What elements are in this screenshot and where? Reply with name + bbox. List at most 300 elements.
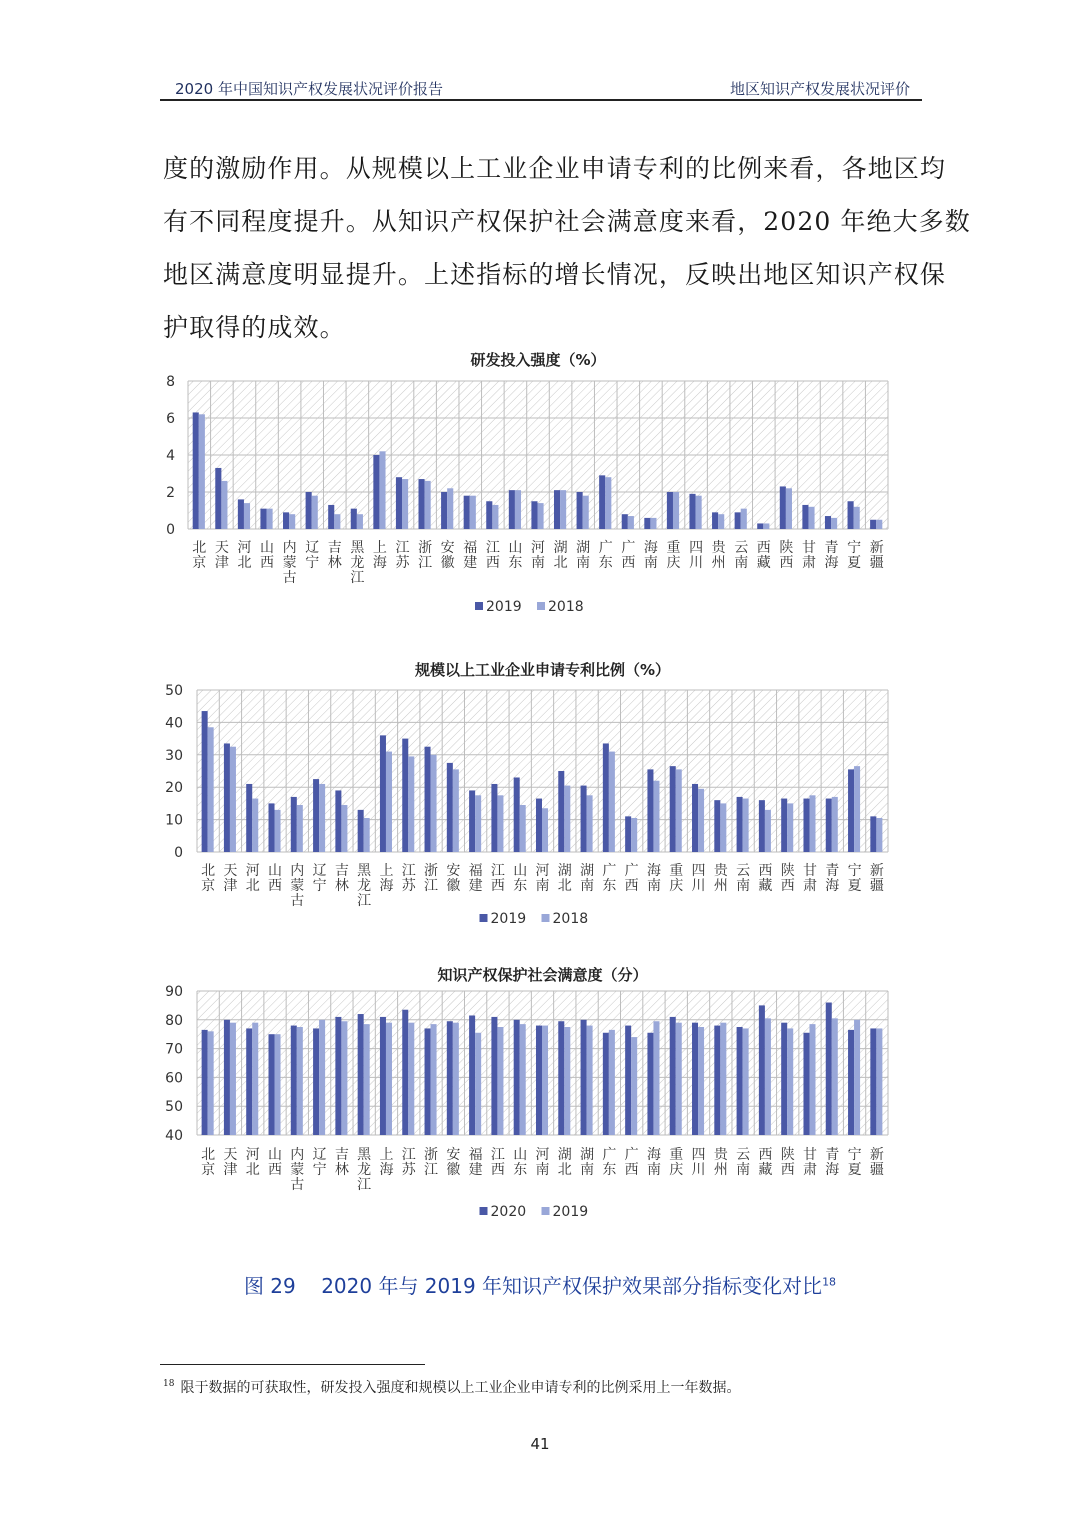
y-tick-label: 30 bbox=[165, 747, 183, 764]
bar-2019 bbox=[714, 800, 720, 852]
bar-2020 bbox=[714, 1026, 720, 1135]
category-char: 山 bbox=[513, 1147, 528, 1163]
category-label bbox=[602, 1147, 616, 1178]
category-label bbox=[350, 540, 365, 586]
bar-2019 bbox=[364, 1024, 370, 1135]
category-char: 蒙 bbox=[290, 1162, 305, 1178]
bar-2019 bbox=[832, 1018, 838, 1135]
bar-2019 bbox=[464, 496, 470, 529]
category-char: 广 bbox=[624, 863, 639, 879]
category-char: 湖 bbox=[576, 540, 591, 556]
category-char: 云 bbox=[736, 863, 751, 879]
category-char: 北 bbox=[245, 878, 260, 894]
category-char: 夏 bbox=[847, 878, 862, 894]
category-label bbox=[692, 1147, 706, 1178]
bar-2019 bbox=[676, 1023, 682, 1135]
y-tick-label: 0 bbox=[166, 522, 175, 538]
chart-title: 规模以上工业企业申请专利比例（%） bbox=[414, 661, 671, 679]
bar-2019 bbox=[306, 492, 312, 529]
bar-2018 bbox=[831, 518, 837, 529]
bar-2018 bbox=[583, 496, 589, 529]
bar-2019 bbox=[408, 1023, 414, 1135]
category-label bbox=[825, 539, 839, 571]
category-char: 江 bbox=[350, 570, 365, 586]
bar-2019 bbox=[870, 816, 876, 852]
y-tick-label: 70 bbox=[165, 1041, 183, 1058]
category-char: 西 bbox=[780, 878, 795, 894]
footnote bbox=[163, 1377, 740, 1397]
bar-2018 bbox=[673, 492, 679, 529]
category-label bbox=[669, 863, 683, 894]
category-label bbox=[260, 540, 274, 571]
category-char: 建 bbox=[468, 1162, 483, 1178]
category-label bbox=[441, 540, 455, 571]
bar-2018 bbox=[808, 507, 814, 529]
category-char: 南 bbox=[643, 555, 658, 571]
category-label bbox=[781, 862, 795, 894]
bar-2019 bbox=[876, 1028, 882, 1135]
bar-2018 bbox=[319, 784, 325, 852]
category-char: 南 bbox=[531, 555, 545, 571]
bar-2020 bbox=[692, 1023, 698, 1135]
category-char: 徽 bbox=[446, 1162, 461, 1178]
category-char: 南 bbox=[535, 1162, 550, 1178]
category-char: 江 bbox=[357, 893, 372, 909]
category-label bbox=[357, 863, 372, 909]
category-char: 藏 bbox=[758, 878, 773, 894]
category-char: 南 bbox=[580, 1162, 595, 1178]
category-label bbox=[580, 863, 594, 894]
category-label bbox=[536, 863, 550, 894]
category-char: 西 bbox=[268, 878, 283, 894]
category-char: 北 bbox=[557, 1162, 572, 1178]
category-char: 南 bbox=[646, 1162, 661, 1178]
bar-2018 bbox=[199, 414, 205, 529]
category-label bbox=[621, 540, 635, 571]
category-label bbox=[625, 863, 639, 894]
body-line: 地区满意度明显提升。上述指标的增长情况，反映出地区知识产权保 bbox=[163, 260, 947, 289]
bar-2020 bbox=[737, 1027, 743, 1135]
bar-2018 bbox=[289, 514, 295, 529]
category-label bbox=[486, 540, 500, 571]
category-char: 疆 bbox=[869, 878, 884, 894]
bar-2019 bbox=[268, 803, 274, 852]
bar-2019 bbox=[599, 475, 605, 529]
category-char: 广 bbox=[602, 1147, 617, 1163]
bar-2020 bbox=[870, 1028, 876, 1135]
category-char: 贵 bbox=[711, 540, 726, 556]
category-char: 州 bbox=[713, 878, 728, 894]
bar-2020 bbox=[202, 1030, 208, 1135]
category-char: 东 bbox=[513, 1162, 528, 1178]
bar-2019 bbox=[373, 455, 379, 529]
category-label bbox=[602, 863, 616, 894]
category-char: 龙 bbox=[350, 555, 365, 571]
category-char: 福 bbox=[463, 540, 478, 556]
bar-2019 bbox=[622, 514, 628, 529]
category-label bbox=[736, 1147, 750, 1178]
category-char: 安 bbox=[446, 863, 461, 879]
category-char: 上 bbox=[379, 863, 394, 879]
bar-2019 bbox=[453, 1023, 459, 1135]
bar-2019 bbox=[670, 766, 676, 852]
category-char: 河 bbox=[245, 863, 260, 879]
category-char: 海 bbox=[379, 1162, 394, 1178]
category-char: 辽 bbox=[312, 1147, 327, 1163]
category-label bbox=[379, 863, 393, 894]
category-label bbox=[402, 1147, 417, 1178]
figure-title: 2020 年与 2019 年知识产权保护效果部分指标变化对比 bbox=[321, 1274, 823, 1298]
bar-2018 bbox=[402, 479, 408, 529]
category-label bbox=[669, 1147, 683, 1178]
bar-2019 bbox=[386, 1023, 392, 1135]
bar-2019 bbox=[653, 1021, 659, 1135]
bar-2020 bbox=[536, 1026, 542, 1135]
bar-2019 bbox=[558, 771, 564, 852]
bar-2018 bbox=[379, 451, 385, 529]
category-label bbox=[246, 863, 260, 894]
category-label bbox=[758, 1147, 772, 1178]
bar-2019 bbox=[631, 1037, 637, 1135]
category-label bbox=[647, 863, 661, 894]
category-char: 江 bbox=[490, 1147, 505, 1163]
category-char: 龙 bbox=[357, 1162, 372, 1178]
bar-2019 bbox=[313, 779, 319, 852]
category-char: 古 bbox=[290, 1177, 305, 1193]
category-char: 天 bbox=[223, 1147, 238, 1163]
category-label bbox=[779, 539, 793, 571]
category-char: 林 bbox=[327, 555, 342, 571]
category-char: 西 bbox=[624, 1162, 639, 1178]
category-label bbox=[599, 540, 613, 571]
category-char: 徽 bbox=[440, 555, 455, 571]
bar-2019 bbox=[246, 784, 252, 852]
bar-2020 bbox=[803, 1033, 809, 1135]
category-label bbox=[870, 863, 884, 894]
category-char: 江 bbox=[395, 540, 410, 556]
bar-2019 bbox=[335, 790, 341, 852]
legend-swatch bbox=[537, 602, 545, 610]
bar-2019 bbox=[765, 1018, 771, 1135]
bar-2018 bbox=[520, 805, 526, 852]
bar-2018 bbox=[720, 803, 726, 852]
category-char: 西 bbox=[779, 555, 794, 571]
bar-2019 bbox=[854, 1020, 860, 1135]
footnote-mark: 18 bbox=[163, 1379, 175, 1390]
category-char: 山 bbox=[268, 1147, 283, 1163]
bar-2019 bbox=[208, 1031, 214, 1135]
category-label bbox=[508, 540, 522, 571]
bar-2018 bbox=[267, 509, 273, 529]
category-char: 广 bbox=[621, 540, 636, 556]
category-char: 河 bbox=[245, 1147, 260, 1163]
bar-2019 bbox=[603, 743, 609, 852]
category-char: 湖 bbox=[557, 863, 572, 879]
bar-2020 bbox=[224, 1020, 230, 1135]
category-char: 南 bbox=[580, 878, 595, 894]
category-char: 甘 bbox=[802, 1147, 817, 1163]
bar-2018 bbox=[560, 490, 566, 529]
category-char: 青 bbox=[825, 863, 840, 879]
category-char: 山 bbox=[268, 863, 283, 879]
bar-2018 bbox=[497, 795, 503, 852]
category-char: 四 bbox=[691, 1147, 706, 1163]
category-char: 天 bbox=[214, 540, 229, 556]
bar-2018 bbox=[453, 769, 459, 852]
category-label bbox=[666, 540, 680, 571]
category-char: 浙 bbox=[424, 863, 439, 879]
category-label bbox=[714, 1146, 729, 1178]
category-char: 陕 bbox=[779, 540, 794, 556]
category-char: 东 bbox=[602, 878, 617, 894]
category-label bbox=[402, 863, 417, 894]
bar-2019 bbox=[809, 1024, 815, 1135]
category-char: 江 bbox=[357, 1177, 372, 1193]
bar-2019 bbox=[497, 1027, 503, 1135]
category-label bbox=[625, 1147, 639, 1178]
bar-2020 bbox=[603, 1033, 609, 1135]
category-label bbox=[424, 1146, 438, 1178]
category-label bbox=[513, 1147, 527, 1178]
category-char: 吉 bbox=[334, 1147, 349, 1163]
category-label bbox=[246, 1147, 260, 1178]
category-label bbox=[692, 863, 706, 894]
category-label bbox=[201, 1147, 215, 1178]
bar-2019 bbox=[581, 786, 587, 852]
category-char: 建 bbox=[463, 555, 478, 571]
bar-2019 bbox=[644, 518, 650, 529]
category-char: 海 bbox=[825, 878, 840, 894]
category-char: 河 bbox=[535, 863, 550, 879]
category-label bbox=[446, 863, 460, 894]
category-char: 北 bbox=[237, 555, 252, 571]
category-label bbox=[558, 1147, 572, 1178]
y-tick-label: 50 bbox=[165, 1099, 183, 1116]
category-label bbox=[513, 863, 527, 894]
bar-2019 bbox=[554, 490, 560, 529]
category-char: 南 bbox=[736, 1162, 751, 1178]
bar-2018 bbox=[696, 496, 702, 529]
bar-2020 bbox=[358, 1014, 364, 1135]
bar-2018 bbox=[230, 747, 236, 852]
category-label bbox=[469, 1147, 483, 1178]
category-label bbox=[580, 1147, 594, 1178]
bar-2019 bbox=[825, 516, 831, 529]
category-char: 浙 bbox=[424, 1147, 439, 1163]
y-tick-label: 8 bbox=[166, 374, 175, 390]
category-label bbox=[290, 862, 304, 909]
bar-2018 bbox=[425, 481, 431, 529]
category-label bbox=[463, 540, 477, 571]
category-char: 宁 bbox=[312, 1162, 327, 1178]
category-label bbox=[848, 863, 862, 894]
category-char: 京 bbox=[192, 555, 207, 571]
bar-2019 bbox=[720, 1023, 726, 1135]
category-char: 河 bbox=[237, 540, 252, 556]
bar-2018 bbox=[628, 516, 634, 529]
category-char: 广 bbox=[598, 540, 613, 556]
category-char: 海 bbox=[825, 1162, 840, 1178]
category-char: 州 bbox=[713, 1162, 728, 1178]
bar-2018 bbox=[470, 496, 476, 529]
category-char: 吉 bbox=[327, 540, 342, 556]
category-char: 庆 bbox=[666, 555, 681, 571]
chart-title: 研发投入强度（%） bbox=[470, 351, 606, 369]
bar-2018 bbox=[743, 799, 749, 852]
category-char: 浙 bbox=[418, 540, 433, 556]
category-char: 宁 bbox=[847, 540, 862, 556]
category-char: 西 bbox=[758, 1147, 773, 1163]
y-tick-label: 40 bbox=[165, 715, 183, 732]
category-char: 江 bbox=[424, 878, 439, 894]
bar-2019 bbox=[230, 1023, 236, 1135]
bar-2019 bbox=[509, 490, 515, 529]
category-label bbox=[223, 863, 237, 894]
category-char: 疆 bbox=[869, 555, 884, 571]
category-char: 海 bbox=[824, 555, 839, 571]
category-char: 南 bbox=[734, 555, 749, 571]
legend-label: 2020 bbox=[490, 1204, 527, 1220]
category-char: 西 bbox=[624, 878, 639, 894]
bar-2020 bbox=[670, 1017, 676, 1135]
category-char: 建 bbox=[468, 878, 483, 894]
bar-2019 bbox=[826, 799, 832, 852]
category-char: 河 bbox=[531, 540, 545, 556]
bar-2018 bbox=[609, 752, 615, 852]
category-char: 新 bbox=[869, 863, 884, 879]
category-char: 四 bbox=[689, 540, 704, 556]
category-char: 黑 bbox=[357, 863, 372, 879]
bar-2018 bbox=[515, 490, 521, 529]
category-label bbox=[469, 863, 483, 894]
bar-2018 bbox=[492, 505, 498, 529]
bar-2020 bbox=[268, 1034, 274, 1135]
category-char: 北 bbox=[553, 555, 568, 571]
category-label bbox=[290, 1146, 304, 1193]
category-char: 青 bbox=[825, 1147, 840, 1163]
category-char: 林 bbox=[334, 1162, 349, 1178]
bar-2019 bbox=[202, 711, 208, 852]
category-char: 东 bbox=[508, 555, 523, 571]
category-char: 海 bbox=[646, 863, 661, 879]
category-label bbox=[734, 540, 748, 571]
category-char: 西 bbox=[485, 555, 500, 571]
legend-swatch bbox=[542, 914, 550, 922]
category-char: 京 bbox=[201, 878, 216, 894]
bar-2019 bbox=[297, 1027, 303, 1135]
bar-2020 bbox=[848, 1030, 854, 1135]
category-char: 苏 bbox=[395, 555, 410, 571]
category-char: 四 bbox=[691, 863, 706, 879]
bar-2018 bbox=[208, 727, 214, 852]
category-char: 庆 bbox=[669, 878, 684, 894]
bar-2019 bbox=[441, 492, 447, 529]
category-char: 内 bbox=[282, 540, 297, 556]
bar-2019 bbox=[341, 1021, 347, 1135]
bar-2019 bbox=[803, 799, 809, 852]
category-char: 南 bbox=[576, 555, 591, 571]
category-char: 北 bbox=[557, 878, 572, 894]
bar-2019 bbox=[577, 492, 583, 529]
bar-2019 bbox=[358, 810, 364, 852]
bar-2018 bbox=[809, 795, 815, 852]
bar-2018 bbox=[475, 795, 481, 852]
bar-2019 bbox=[787, 1028, 793, 1135]
bar-2019 bbox=[491, 784, 497, 852]
category-char: 川 bbox=[689, 555, 704, 571]
y-tick-label: 90 bbox=[165, 984, 183, 1000]
bar-2018 bbox=[542, 808, 548, 852]
bar-2018 bbox=[252, 799, 258, 852]
category-char: 西 bbox=[780, 1162, 795, 1178]
bar-2018 bbox=[357, 514, 363, 529]
bar-2020 bbox=[647, 1033, 653, 1135]
category-char: 新 bbox=[869, 540, 884, 556]
bar-2020 bbox=[826, 1003, 832, 1135]
bar-2019 bbox=[419, 479, 425, 529]
bar-2018 bbox=[297, 805, 303, 852]
bar-2019 bbox=[802, 505, 808, 529]
bar-2018 bbox=[605, 477, 611, 529]
category-char: 陕 bbox=[780, 1147, 795, 1163]
category-label bbox=[757, 540, 771, 571]
bar-2019 bbox=[759, 800, 765, 852]
category-char: 北 bbox=[201, 1147, 216, 1163]
category-label bbox=[237, 540, 251, 571]
bar-2019 bbox=[536, 799, 542, 852]
bar-2018 bbox=[631, 818, 637, 852]
category-char: 蒙 bbox=[290, 878, 305, 894]
bar-2019 bbox=[735, 512, 741, 529]
category-char: 辽 bbox=[305, 540, 320, 556]
bar-2019 bbox=[475, 1033, 481, 1135]
category-label bbox=[268, 863, 282, 894]
category-char: 福 bbox=[468, 1147, 483, 1163]
bar-2019 bbox=[712, 512, 718, 529]
bar-2019 bbox=[431, 1024, 437, 1135]
category-label bbox=[418, 539, 432, 571]
category-char: 天 bbox=[223, 863, 238, 879]
bar-2019 bbox=[224, 743, 230, 852]
bar-2018 bbox=[275, 810, 281, 852]
category-label bbox=[328, 539, 342, 571]
y-tick-label: 10 bbox=[165, 812, 183, 829]
bar-2020 bbox=[402, 1010, 408, 1135]
bar-2019 bbox=[380, 735, 386, 852]
bar-2019 bbox=[319, 1020, 325, 1135]
bar-2019 bbox=[743, 1028, 749, 1135]
category-char: 湖 bbox=[557, 1147, 572, 1163]
bar-2020 bbox=[246, 1028, 252, 1135]
legend-label: 2018 bbox=[548, 599, 584, 615]
category-label bbox=[803, 1147, 817, 1178]
category-char: 北 bbox=[201, 863, 216, 879]
category-char: 甘 bbox=[802, 863, 817, 879]
category-char: 西 bbox=[756, 540, 771, 556]
category-char: 川 bbox=[691, 1162, 706, 1178]
header-report-title: 2020 年中国知识产权发展状况评价报告 bbox=[175, 80, 443, 98]
bar-2019 bbox=[252, 1023, 258, 1135]
category-char: 古 bbox=[282, 570, 297, 586]
category-char: 海 bbox=[643, 540, 658, 556]
bar-2019 bbox=[587, 1026, 593, 1135]
category-char: 宁 bbox=[847, 1147, 862, 1163]
bar-2019 bbox=[486, 501, 492, 529]
y-tick-label: 50 bbox=[165, 683, 183, 699]
bar-2019 bbox=[425, 747, 431, 852]
footnote-ref[interactable]: 18 bbox=[822, 1275, 837, 1289]
category-label bbox=[357, 1147, 372, 1193]
